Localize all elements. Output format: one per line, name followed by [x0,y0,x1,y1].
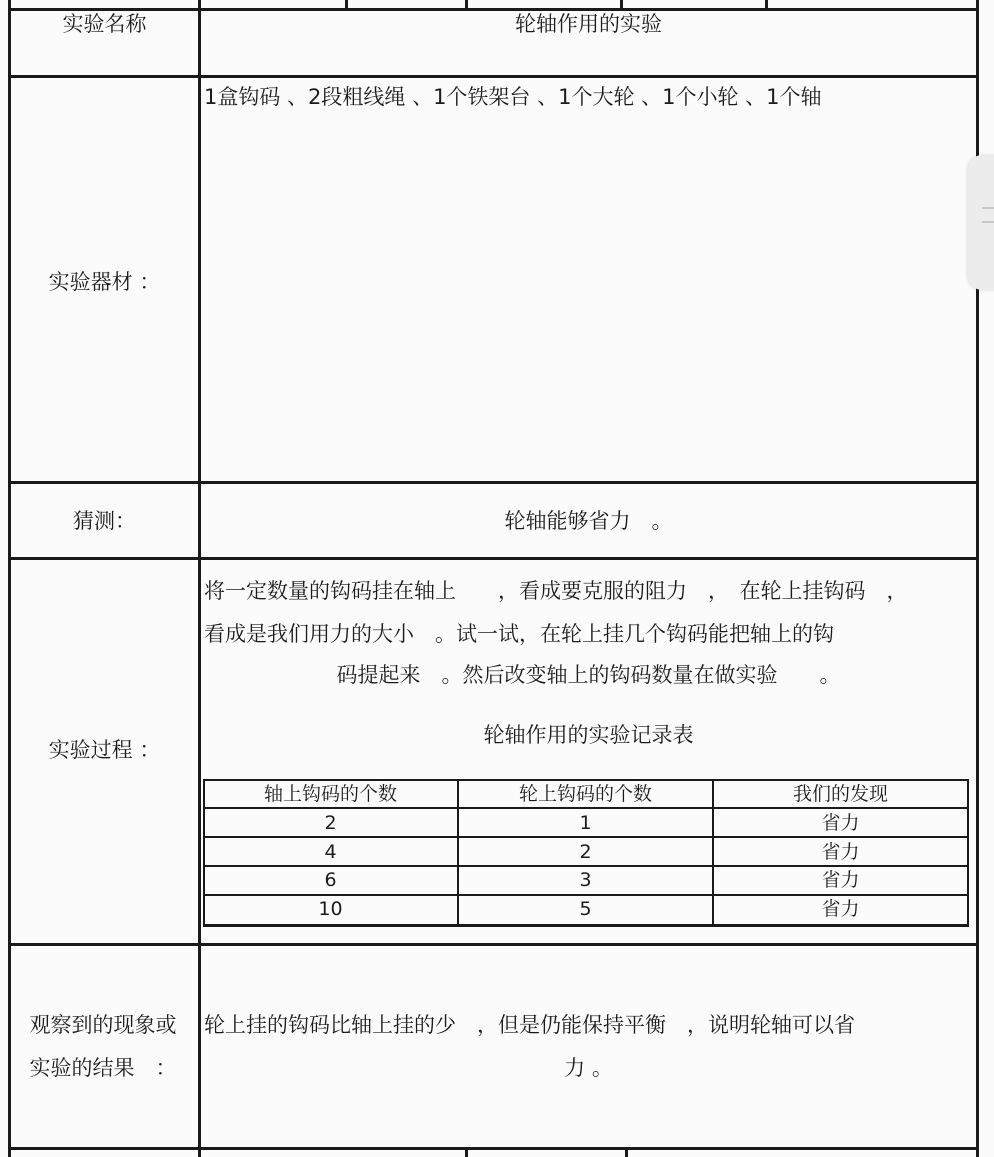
cutoff-row-line [465,0,468,10]
row-divider [8,943,979,946]
row-divider [8,481,979,484]
cutoff-row-line [465,1148,468,1157]
record-cell: 1 [579,812,592,834]
handle-grip-line [982,207,994,209]
table-border-top [8,8,979,11]
process-label: 实验过程 ： [48,738,161,762]
record-row [203,867,969,893]
record-cell: 省力 [821,841,860,863]
record-cell: 6 [324,869,337,891]
record-cell: 省力 [821,869,860,891]
side-drawer-handle[interactable] [968,155,994,290]
record-cell: 省力 [821,812,860,834]
record-row-line [203,836,969,838]
row-divider [8,1147,979,1150]
record-cell: 2 [324,812,337,834]
record-border-bottom [203,924,969,927]
record-cell: 3 [579,869,592,891]
record-header-cell: 轮上钩码的个数 [518,783,652,805]
result-line-1: 轮上挂的钩码比轴上挂的少 ，但是仍能保持平衡 ，说明轮轴可以省 [204,1013,855,1037]
experiment-name-value: 轮轴作用的实验 [515,12,662,36]
table-divider-column [198,0,201,1157]
record-header-cell: 我们的发现 [792,783,888,805]
guess-value: 轮轴能够省力 。 [504,509,673,533]
record-row-line [203,807,969,809]
record-cell: 10 [318,898,343,920]
cutoff-row-line [345,0,348,10]
record-row [203,839,969,865]
cutoff-row-line [765,0,768,10]
record-cell: 2 [579,841,592,863]
record-header-cell: 轴上钩码的个数 [263,783,397,805]
guess-label: 猜测： [73,509,136,533]
table-border-left [8,0,11,1157]
result-label-line-2: 实验的结果 ： [29,1056,177,1080]
equipment-label: 实验器材 ： [48,270,161,294]
equipment-value: 1盒钩码 、2段粗线绳 、1个铁架台 、1个大轮 、1个小轮 、1个轴 [204,85,822,109]
result-line-2: 力 。 [564,1056,613,1080]
process-line-3: 码提起来 。然后改变轴上的钩码数量在做实验 。 [336,663,841,687]
result-label-line-1: 观察到的现象或 [29,1013,177,1037]
record-row [203,810,969,836]
process-line-1: 将一定数量的钩码挂在轴上 ，看成要克服的阻力 ， 在轮上挂钩码 ， [204,579,908,603]
record-cell: 4 [324,841,337,863]
row-divider [8,75,979,78]
handle-grip-line [982,221,994,223]
record-cell: 5 [579,898,592,920]
cutoff-row-line [620,0,623,10]
record-row [203,896,969,922]
record-table [203,779,969,927]
record-cell: 省力 [821,898,860,920]
record-table-title: 轮轴作用的实验记录表 [483,723,694,747]
experiment-name-label: 实验名称 [62,12,147,36]
process-line-2: 看成是我们用力的大小 。试一试，在轮上挂几个钩码能把轴上的钩 [204,622,834,646]
record-header-row [203,781,969,807]
cutoff-row-line [625,1148,628,1157]
row-divider [8,557,979,560]
